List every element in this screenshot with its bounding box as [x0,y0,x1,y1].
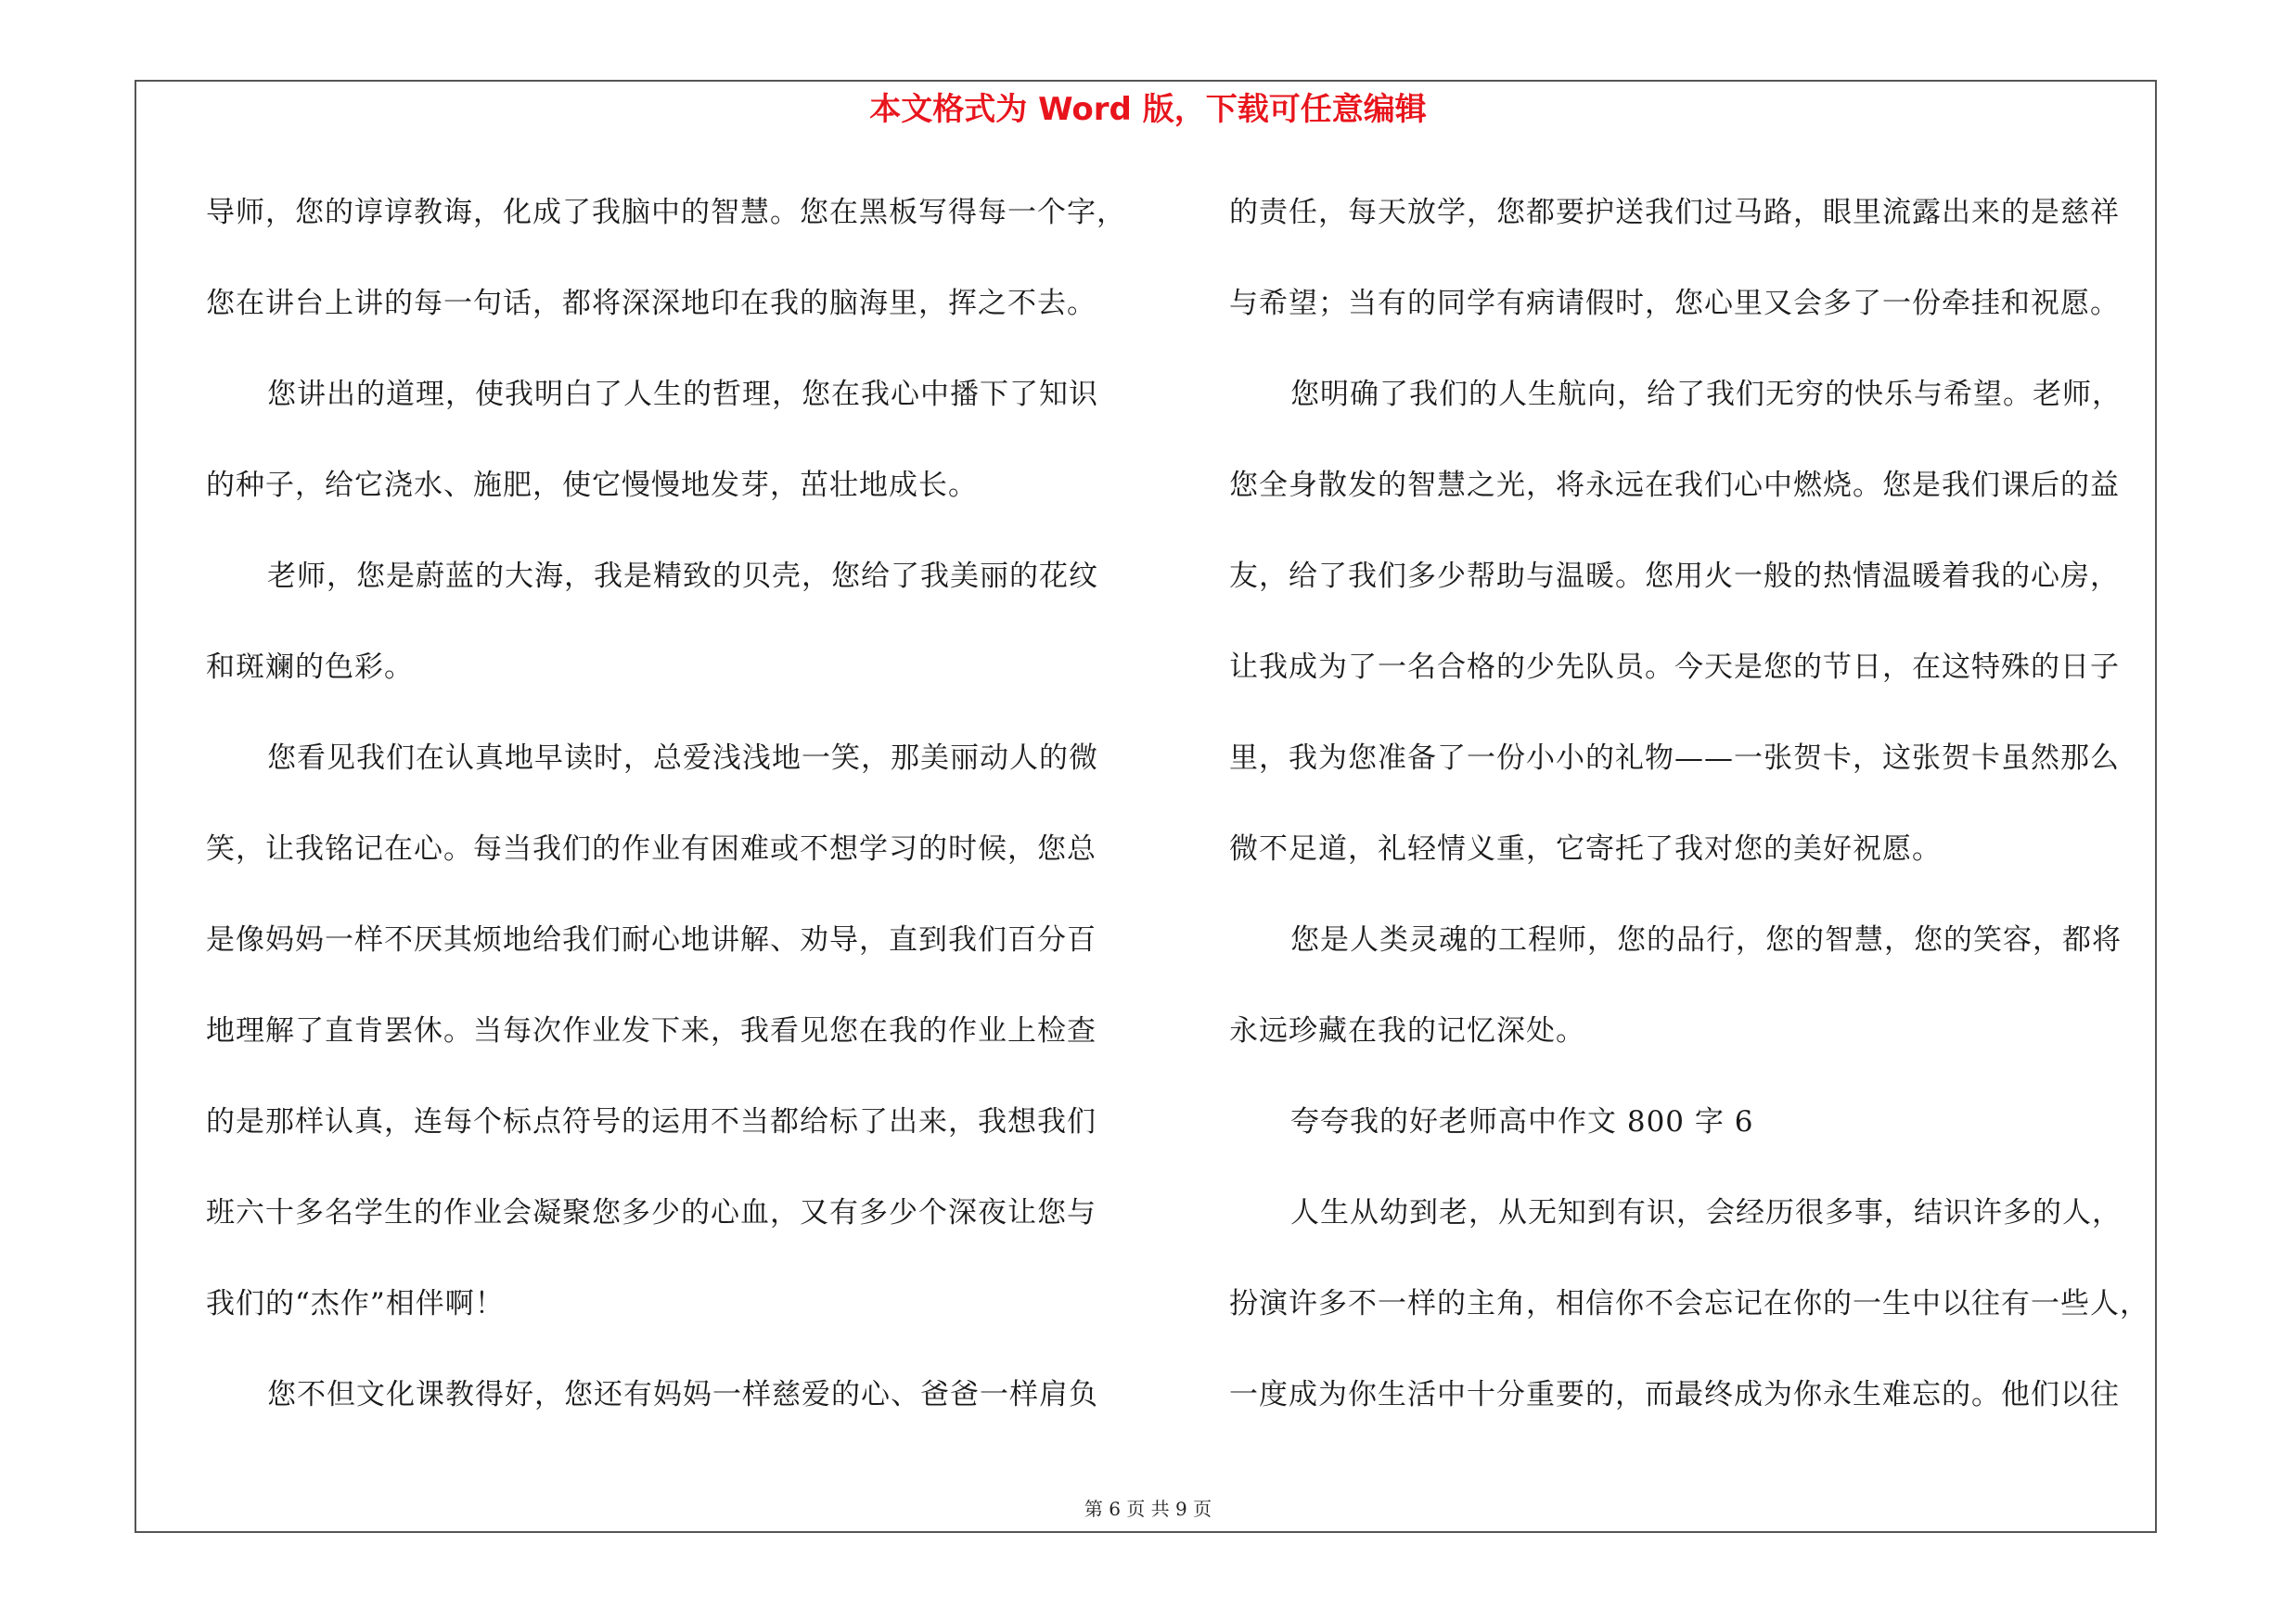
text-line: 夸夸我的好老师高中作文 800 字 6 [1290,1105,1754,1139]
text-line: 您讲出的道理，使我明白了人生的哲理，您在我心中播下了知识 [267,378,1098,411]
text-line: 您明确了我们的人生航向，给了我们无穷的快乐与希望。老师， [1290,378,2122,411]
text-line: 一度成为你生活中十分重要的，而最终成为你永生难忘的。他们以往 [1229,1378,2120,1411]
text-line: 友，给了我们多少帮助与温暖。您用火一般的热情温暖着我的心房， [1229,560,2120,593]
text-line: 里，我为您准备了一份小小的礼物——一张贺卡，这张贺卡虽然那么 [1229,741,2120,775]
text-line: 的责任，每天放学，您都要护送我们过马路，眼里流露出来的是慈祥 [1229,196,2120,229]
left-column [206,186,1124,1459]
text-line: 扮演许多不一样的主角，相信你不会忘记在你的一生中以往有一些人， [1229,1287,2149,1320]
text-line: 您是人类灵魂的工程师，您的品行，您的智慧，您的笑容，都将 [1290,923,2122,957]
text-line: 永远珍藏在我的记忆深处。 [1229,1014,1585,1048]
text-line: 微不足道，礼轻情义重，它寄托了我对您的美好祝愿。 [1229,832,1942,866]
right-column [1229,186,2148,1459]
text-line: 的是那样认真，连每个标点符号的运用不当都给标了出来，我想我们 [206,1105,1097,1139]
text-line: 您看见我们在认真地早读时，总爱浅浅地一笑，那美丽动人的微 [267,741,1098,775]
text-line: 我们的“杰作”相伴啊！ [206,1287,505,1320]
text-line: 和斑斓的色彩。 [206,650,414,684]
format-banner: 本文格式为 Word 版，下载可任意编辑 [869,91,1427,128]
text-line: 您不但文化课教得好，您还有妈妈一样慈爱的心、爸爸一样肩负 [267,1378,1098,1411]
text-line: 的种子，给它浇水、施肥，使它慢慢地发芽，茁壮地成长。 [206,469,978,502]
text-line: 您全身散发的智慧之光，将永远在我们心中燃烧。您是我们课后的益 [1229,469,2120,502]
text-line: 老师，您是蔚蓝的大海，我是精致的贝壳，您给了我美丽的花纹 [267,560,1098,593]
text-line: 是像妈妈一样不厌其烦地给我们耐心地讲解、劝导，直到我们百分百 [206,923,1097,957]
text-line: 让我成为了一名合格的少先队员。今天是您的节日，在这特殊的日子 [1229,650,2120,684]
text-line: 与希望；当有的同学有病请假时，您心里又会多了一份牵挂和祝愿。 [1229,287,2120,320]
text-line: 导师，您的谆谆教诲，化成了我脑中的智慧。您在黑板写得每一个字， [206,196,1126,229]
text-line: 班六十多名学生的作业会凝聚您多少的心血，又有多少个深夜让您与 [206,1196,1097,1230]
text-line: 地理解了直肯罢休。当每次作业发下来，我看见您在我的作业上检查 [206,1014,1097,1048]
text-line: 人生从幼到老，从无知到有识，会经历很多事，结识许多的人， [1290,1196,2122,1230]
text-line: 笑，让我铭记在心。每当我们的作业有困难或不想学习的时候，您总 [206,832,1097,866]
page-number-footer: 第 6 页 共 9 页 [1084,1498,1212,1520]
text-line: 您在讲台上讲的每一句话，都将深深地印在我的脑海里，挥之不去。 [206,287,1097,320]
